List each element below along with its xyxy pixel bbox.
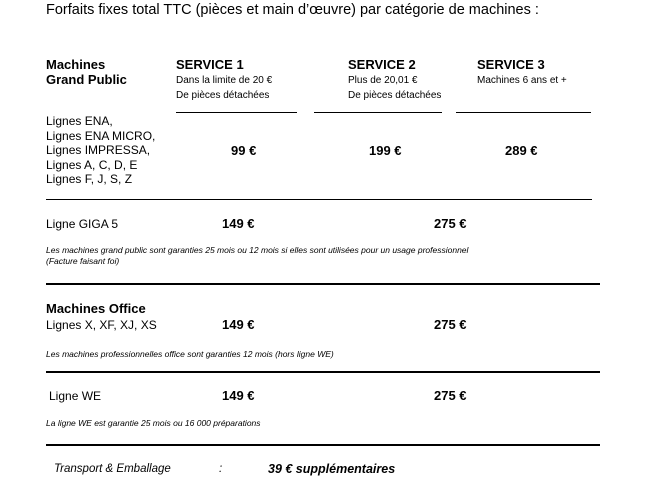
service-2-desc-line2: De pièces détachées: [348, 90, 442, 101]
transport-label: Transport & Emballage: [54, 463, 171, 475]
ena-line-item: Lignes A, C, D, E: [46, 157, 138, 172]
we-price-a: 149 €: [222, 388, 255, 403]
service-1-name: SERVICE 1: [176, 57, 244, 72]
service-2-name: SERVICE 2: [348, 57, 416, 72]
office-label: Lignes X, XF, XJ, XS: [46, 318, 157, 332]
we-label: Ligne WE: [49, 389, 102, 403]
divider-ena-giga: [46, 199, 592, 200]
category-title-line1: Machines: [46, 57, 106, 72]
office-price-a: 149 €: [222, 317, 255, 332]
ena-price-service-1: 99 €: [231, 143, 257, 158]
ena-line-item: Lignes ENA,: [46, 114, 113, 128]
we-warranty-note: La ligne WE est garantie 25 mois ou 16 000 préparations: [46, 418, 261, 428]
transport-value: 39 € supplémentaires: [268, 462, 396, 476]
page-heading: Forfaits fixes total TTC (pièces et main d’œuvre) par catégorie de machines :: [46, 2, 539, 18]
office-title: Machines Office: [46, 301, 146, 316]
service-3-name: SERVICE 3: [477, 57, 545, 72]
divider-we-transport: [46, 444, 600, 446]
we-price-b: 275 €: [434, 388, 467, 403]
service-3-desc-line1: Machines 6 ans et +: [477, 75, 567, 86]
ena-price-service-2: 199 €: [369, 143, 402, 158]
service-1-desc-line2: De pièces détachées: [176, 90, 270, 101]
ena-lines-list: [46, 114, 155, 187]
service-2-header: [348, 57, 441, 103]
service-1-header: [176, 57, 272, 103]
divider-office-we: [46, 371, 600, 373]
category-title-grand-public: [46, 57, 127, 87]
transport-colon: :: [219, 463, 223, 475]
service-3-underline: [456, 112, 591, 113]
giga-warranty-note: [46, 245, 468, 267]
giga-price-b: 275 €: [434, 216, 467, 231]
ena-line-item: Lignes F, J, S, Z: [46, 172, 133, 186]
service-3-header: [477, 57, 567, 88]
giga-note-line2: (Facture faisant foi): [46, 256, 120, 266]
service-2-underline: [314, 112, 442, 113]
divider-grand-public-office: [46, 283, 600, 285]
giga-label: Ligne GIGA 5: [46, 217, 119, 231]
category-title-line2: Grand Public: [46, 72, 127, 87]
office-warranty-note: Les machines professionnelles office sont garanties 12 mois (hors ligne WE): [46, 349, 334, 359]
ena-line-item: Lignes IMPRESSA,: [46, 143, 151, 157]
service-2-desc-line1: Plus de 20,01 €: [348, 75, 418, 86]
office-price-b: 275 €: [434, 317, 467, 332]
giga-price-a: 149 €: [222, 216, 255, 231]
ena-price-service-3: 289 €: [505, 143, 538, 158]
service-1-underline: [176, 112, 297, 113]
ena-line-item: Lignes ENA MICRO,: [46, 128, 156, 143]
service-1-desc-line1: Dans la limite de 20 €: [176, 75, 273, 86]
giga-note-line1: Les machines grand public sont garanties 25 mois ou 12 mois si elles sont utilisées pour un usage professionnel: [46, 245, 469, 255]
